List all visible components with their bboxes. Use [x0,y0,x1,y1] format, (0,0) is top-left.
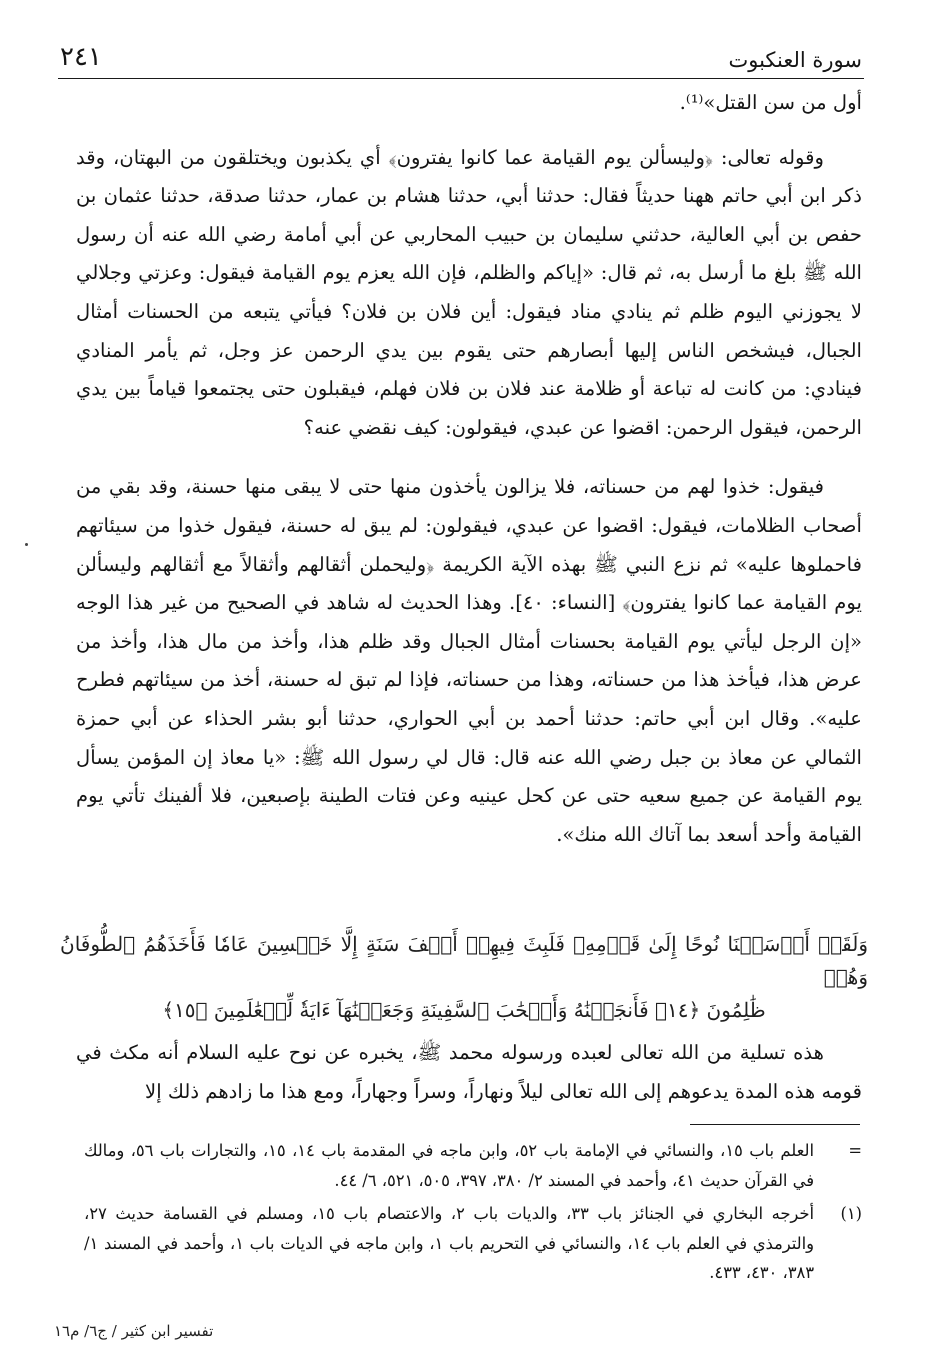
footnotes [84,1136,862,1292]
footnote-divider [690,1124,860,1125]
footnote-mark: = [848,1141,862,1160]
main-text [76,84,862,854]
footnote-text: أخرجه البخاري في الجنائز باب ٣٣، والديات باب ٢، والاعتصام باب ١٥، ومسلم في القسامة حديث ٢٧، والترمذي في العلم باب ١٤، والنسائي في التحريم باب ١، وابن ماجه في الديات باب ١، وأحمد في المسند ١/ ٣٨٣، ٤٣٠، ٤٣٣. [84,1204,814,1283]
header-rule [58,78,864,79]
footnote-text: العلم باب ١٥، والنسائي في الإمامة باب ٥٢، وابن ماجه في المقدمة باب ١٤، ١٥، والتجارات باب ٥٦، ومالك في القرآن حديث ٤١، وأحمد في المسند ٢/ ٣٨٠، ٣٩٧، ٥٠٥، ٥٢١، ٦/ ٤٤. [84,1141,814,1190]
quran-verse-block [60,928,868,1027]
stray-mark [25,543,28,546]
footnote-item [84,1199,862,1288]
page-header [60,36,862,72]
footnote-mark: (١) [840,1204,862,1224]
printer-signature: تفسير ابن كثير / ج٦/ م١٦ [54,1322,214,1340]
paragraph-hadith-continued: فيقول: خذوا لهم من حسناته، فلا يزالون يأخذون منها حتى لا يبقى منها حسنة، وقد بقي من أصحاب الظلامات، فيقول: اقضوا عن عبدي، فيقولون: لم يبق له حسنة، فيقول خذوا من سيئاتهم فاحملوها عليه» ثم نزع النبي ﷺ بهذه الآية الكريمة ﴿وليحملن أثقالهم وأثقالاً مع أثقالهم وليسألن يوم القيامة عما كانوا يفترون﴾ [النساء: ٤٠]. وهذا الحديث له شاهد في الصحيح من غير هذا الوجه «إن الرجل ليأتي يوم القيامة بحسنات أمثال الجبال وقد ظلم هذا، وأخذ من مال هذا، وأخذ من عرض هذا، فيأخذ هذا من حسناته، وهذا من حسناته، فإذا لم تبق له حسنة، أخذ من سيئاتهم فطرح عليه». وقال ابن أبي حاتم: حدثنا أحمد بن أبي الحواري، حدثنا أبو بشر الحذاء عن أبي حمزة الثمالي عن معاذ بن جبل رضي الله عنه قال: قال لي رسول الله ﷺ: «يا معاذ إن المؤمن يسأل يوم القيامة عن جميع سعيه حتى عن كحل عينيه وعن فتات الطينة بإصبعين، فلا ألفينك تأتي يوم القيامة وأحد أسعد بما آتاك الله منك». [76,475,862,846]
tafsir-text [76,1034,862,1111]
paragraph-continuation: أول من سن القتل»⁽¹⁾. [679,91,862,114]
quran-verse-line-2: ظَٰلِمُونَ ﴿١٤﴾ فَأَنجَيۡنَٰهُ وَأَصۡحَٰبَ ٱلسَّفِينَةِ وَجَعَلۡنَٰهَآ ءَايَةٗ لِّلۡعَٰلَمِينَ ﴿١٥﴾ [162,998,766,1022]
footnote-item [84,1136,862,1195]
quran-verse-line-1: وَلَقَدۡ أَرۡسَلۡنَا نُوحًا إِلَىٰ قَوۡمِهِۦ فَلَبِثَ فِيهِمۡ أَلۡفَ سَنَةٍ إِلَّا خَمۡسِينَ عَامٗا فَأَخَذَهُمُ ٱلطُّوفَانُ وَهُمۡ [60,932,868,989]
paragraph-hadith-abu-umama: وقوله تعالى: ﴿وليسألن يوم القيامة عما كانوا يفترون﴾ أي يكذبون ويختلقون من البهتان، وقد ذكر ابن أبي حاتم ههنا حديثاً فقال: حدثنا أبي، حدثنا هشام بن عمار، حدثنا صدقة، حدثنا عثمان بن حفص بن أبي العالية، حدثني سليمان بن حبيب المحاربي عن أبي أمامة رضي الله عنه أن رسول الله ﷺ بلغ ما أرسل به، ثم قال: «إياكم والظلم، فإن الله يعزم يوم القيامة فيقول: وعزتي وجلالي لا يجوزني اليوم ظلم ثم ينادي مناد فيقول: أين فلان بن فلان؟ فيأتي يتبعه من الحسنات أمثال الجبال، فيشخص الناس إليها أبصارهم حتى يقوم بين يدي الرحمن عز وجل، ثم يأمر المنادي فينادي: من كانت له تباعة أو ظلامة عند فلان بن فلان فهلم، فيقبلون حتى يجتمعوا قياماً بين يدي الرحمن، فيقول الرحمن: اقضوا عن عبدي، فيقولون: كيف نقضي عنه؟ [76,145,862,439]
paragraph-tafsir-nuh: هذه تسلية من الله تعالى لعبده ورسوله محمد ﷺ، يخبره عن نوح عليه السلام أنه مكث في قومه هذه المدة يدعوهم إلى الله تعالى ليلاً ونهاراً، وسراً وجهاراً، ومع هذا ما زادهم ذلك إلا [76,1041,862,1103]
page-number: ٢٤١ [60,42,102,72]
surah-title: سورة العنكبوت [728,48,862,72]
